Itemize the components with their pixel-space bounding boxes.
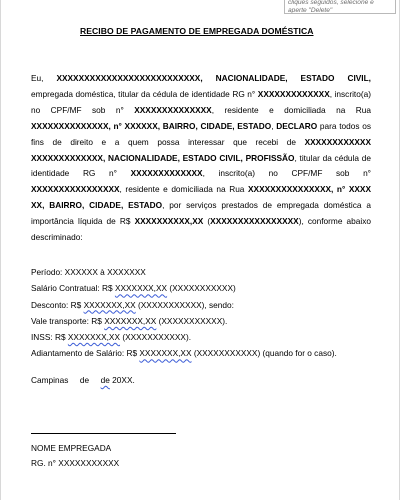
body-bold-text: XXXXXXXXXX,XX <box>134 216 204 227</box>
detail-row-vale-transporte <box>31 313 371 329</box>
detail-tail: (XXXXXXXXXXX). <box>156 315 228 326</box>
signature-block <box>31 441 119 471</box>
detail-label: Adiantamento de Salário: R$ <box>31 348 140 359</box>
signature-rg: RG. n° XXXXXXXXXXX <box>31 458 120 468</box>
date-de: de <box>100 375 110 385</box>
detail-row-periodo <box>31 264 371 280</box>
body-bold-text: XXXXXXXXXXXXXXXX <box>210 216 299 227</box>
detail-row-desconto <box>31 297 371 313</box>
declaration-paragraph <box>31 71 371 246</box>
detail-amount: XXXXXXX,XX <box>104 315 157 326</box>
signature-name: NOME EMPREGADA <box>31 443 112 453</box>
body-text: , residente e domiciliada na Rua <box>211 104 371 115</box>
detail-tail: (XXXXXXXXXXX) <box>167 283 236 294</box>
detail-label: INSS: R$ <box>31 332 68 343</box>
body-text: , titular da cédula de identidade RG n° <box>31 152 371 179</box>
document-title: RECIBO DE PAGAMENTO DE EMPREGADA DOMÉSTICA <box>80 26 314 36</box>
detail-amount: XXXXXXX,XX <box>114 283 168 294</box>
detail-row-salario <box>31 280 371 296</box>
body-bold-text: XXXXXXXXXXXXXXXX <box>31 184 120 195</box>
tooltip-line-2: aperte "Delete" <box>288 6 333 14</box>
body-bold-text: XXXXXXXXXXXX XXXXXXXXXXXXX, NACIONALIDADE, ESTADO CIVIL, PROFISSÃO <box>31 136 371 163</box>
body-text: , residente e domiciliada na Rua <box>119 184 248 195</box>
body-text: empregada doméstica, titular da cédula de identidade RG n° <box>31 88 258 99</box>
body-text: ( <box>203 216 211 227</box>
body-bold-text: DECLARO <box>276 120 318 131</box>
body-text: para todos os fins de direito e a quem possa interessar que recebi de <box>31 120 371 147</box>
detail-label: Salário Contratual: R$ <box>31 283 115 294</box>
body-text: , inscrito(a) no CPF/MF sob n° <box>202 168 371 179</box>
detail-amount: XXXXXXX,XX <box>67 332 121 343</box>
detail-amount: XXXXXXX,XX <box>83 299 136 310</box>
date-suffix: 20XX. <box>109 375 135 385</box>
detail-amount: XXXXXXX,XX <box>139 348 192 359</box>
body-bold-text: XXXXXXXXXXXXXX, n° XXXXXX, BAIRRO, CIDADE, ESTADO <box>31 120 272 131</box>
detail-tail: (XXXXXXXXXXX) (quando for o caso). <box>191 348 337 359</box>
body-bold-text: XXXXXXXXXXXXX <box>130 168 203 179</box>
date-prefix: Campinas de <box>31 375 101 385</box>
detail-label: Período: <box>31 267 65 277</box>
detail-tail: (XXXXXXXXXXX). <box>120 332 192 343</box>
body-text: , inscrito(a) no CPF/MF sob n° <box>31 88 371 115</box>
detail-label: Vale transporte: R$ <box>31 315 105 326</box>
payment-details <box>31 264 371 362</box>
date-line <box>31 375 135 385</box>
body-bold-text: XXXXXXXXXXXXXX <box>134 104 212 115</box>
detail-row-inss <box>31 329 371 345</box>
body-bold-text: XXXXXXXXXXXXXXXXXXXXXXXXXX, NACIONALIDADE, ESTADO CIVIL, <box>56 73 371 83</box>
body-text: , <box>271 120 277 131</box>
signature-line <box>31 433 176 434</box>
tooltip-line-1: cliques seguidos, selecione e <box>288 0 374 6</box>
detail-label: Desconto: R$ <box>31 299 84 310</box>
body-text: ), conforme abaixo descriminado: <box>31 216 372 243</box>
body-text: , por serviços prestados de empregada doméstica a importância líquida de R$ <box>31 200 371 227</box>
body-bold-text: XXXXXXXXXXXXX <box>257 88 330 99</box>
detail-row-adiantamento <box>31 345 371 361</box>
tooltip-note <box>284 0 396 14</box>
body-text: Eu, <box>31 73 57 83</box>
body-bold-text: XXXXXXXXXXXXXXX, n° XXXX XX, BAIRRO, CIDADE, ESTADO <box>31 184 371 211</box>
detail-value: XXXXXX à XXXXXXX <box>64 267 146 277</box>
detail-tail: (XXXXXXXXXXX), sendo: <box>135 299 234 310</box>
